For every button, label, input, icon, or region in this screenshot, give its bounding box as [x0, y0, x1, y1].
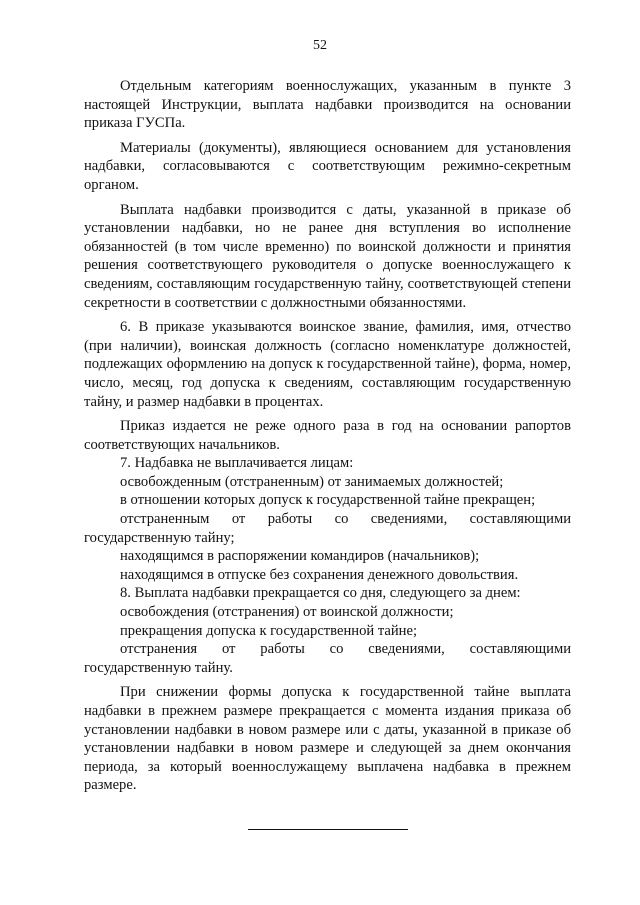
paragraph-item-8: 8. Выплата надбавки прекращается со дня, следующего за днем:	[120, 585, 521, 602]
paragraph-payment-start: Выплата надбавки производится с даты, указанной в приказе об установлении надбавки, но не ранее дня вступления во исполнение обязанностей (в том числе временно) по воинской должности и принятия решения соответствующего руководителя о допуске военнослужащего к сведениям, составляющим государственную тайну, соответствующей степени секретности в соответствии с должностными обязанностями.	[84, 201, 571, 311]
list-item-suspended-from-work: отстраненным от работы со сведениями, составляющими государственную тайну;	[84, 511, 571, 546]
paragraph-order-frequency: Приказ издается не реже одного раза в год на основании рапортов соответствующих начальников.	[84, 418, 571, 453]
paragraph-special-categories: Отдельным категориям военнослужащих, указанным в пункте 3 настоящей Инструкции, выплата надбавки производится на основании приказа ГУСПа.	[84, 78, 571, 132]
paragraph-item-6: 6. В приказе указываются воинское звание, фамилия, имя, отчество (при наличии), воинская должность (согласно номенклатуре должностей, подлежащих оформлению на допуск к государственной тайне), форма, номер, число, месяц, год допуска к сведениям, составляющим государственную тайну, и размер надбавки в процентах.	[84, 319, 571, 410]
list-item-removal-from-work: отстранения от работы со сведениями, составляющими государственную тайну.	[84, 641, 571, 676]
list-item-relieved: освобожденным (отстраненным) от занимаемых должностей;	[120, 473, 504, 490]
list-item-release-from-position: освобождения (отстранения) от воинской должности;	[120, 604, 454, 621]
footer-divider	[248, 829, 408, 830]
list-item-unpaid-leave: находящимся в отпуске без сохранения денежного довольствия.	[120, 566, 519, 583]
paragraph-item-7: 7. Надбавка не выплачивается лицам:	[120, 455, 354, 472]
list-item-clearance-termination: прекращения допуска к государственной тайне;	[120, 622, 418, 639]
list-item-clearance-terminated: в отношении которых допуск к государственной тайне прекращен;	[120, 492, 536, 509]
paragraph-materials: Материалы (документы), являющиеся основанием для установления надбавки, согласовываются с соответствующим режимно-секретным органом.	[84, 139, 571, 193]
list-item-at-disposal: находящимся в распоряжении командиров (начальников);	[120, 548, 480, 565]
document-body	[84, 77, 571, 795]
paragraph-clearance-reduction: При снижении формы допуска к государственной тайне выплата надбавки в прежнем размере прекращается с момента издания приказа об установлении надбавки в новом размере или с даты, указанной в приказе об установлении надбавки в новом размере и следующей за днем окончания периода, за который военнослужащему выплачена надбавка в прежнем размере.	[84, 684, 571, 794]
page-number: 52	[313, 38, 327, 53]
